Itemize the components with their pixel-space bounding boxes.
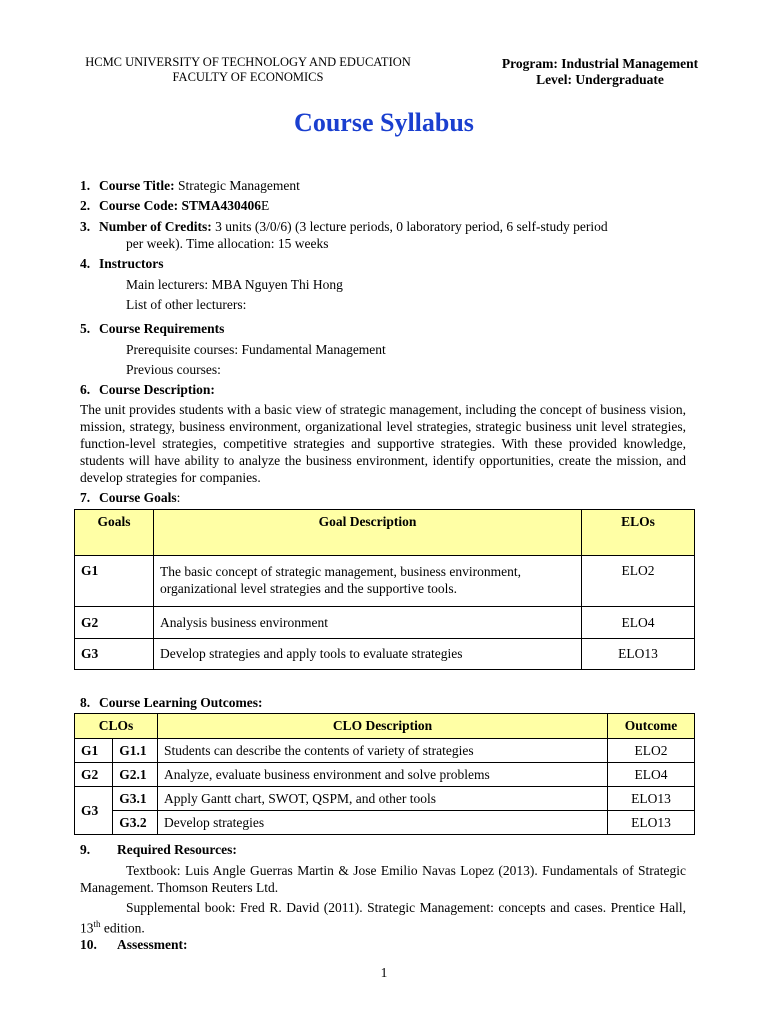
section-label: Course Code: STMA430406 xyxy=(99,198,261,213)
goals-table xyxy=(74,509,695,670)
prerequisite-courses: Prerequisite courses: Fundamental Management xyxy=(126,342,386,357)
main-lecturer: Main lecturers: MBA Nguyen Thi Hong xyxy=(126,277,343,292)
table-row xyxy=(75,639,695,670)
other-lecturers: List of other lecturers: xyxy=(126,297,247,312)
section-credits: 3. Number of Credits: 3 units (3/0/6) (3 lecture periods, 0 laboratory period, 6 self-study period xyxy=(80,219,608,234)
section-label: Course Title: xyxy=(99,178,175,193)
table-row xyxy=(75,811,695,835)
program-header xyxy=(470,56,730,88)
section-value: Strategic Management xyxy=(174,178,300,193)
table-row xyxy=(75,763,695,787)
table-header-row xyxy=(75,510,695,556)
clo-outcome: ELO13 xyxy=(608,811,695,835)
course-description-text: The unit provides students with a basic view of strategic management, including the concept of business vision, mission, strategy, business environment, organizational level strategies, strategic business unit level strategies, function-level strategies, competitive strategies and supportive strategies. With these provided knowledge, students will have ability to analyze the business environment, identify opportunities, create the mission, and develop strategies for companies. xyxy=(80,402,686,485)
university-header xyxy=(48,55,448,85)
section-requirements: 5. Course Requirements xyxy=(80,321,225,336)
page-title: Course Syllabus xyxy=(294,108,474,137)
section-value: E xyxy=(261,198,270,213)
section-resources: 9. Required Resources: xyxy=(80,842,237,857)
section-course-title: 1. Course Title: Strategic Management xyxy=(80,178,300,193)
clo-id: G2.1 xyxy=(113,763,158,787)
section-label: Course Requirements xyxy=(99,321,225,336)
section-value: 3 units (3/0/6) (3 lecture periods, 0 laboratory period, 6 self-study period xyxy=(211,219,608,234)
supplemental-reference: Supplemental book: Fred R. David (2011). Strategic Management: concepts and cases. Prentice Hall, 13th edition. xyxy=(80,900,686,936)
goal-elo: ELO4 xyxy=(582,607,695,639)
clo-description: Develop strategies xyxy=(158,811,608,835)
section-course-code: 2. Course Code: STMA430406E xyxy=(80,198,270,213)
goal-description: The basic concept of strategic management, business environment, organizational level strategies and the supportive tools. xyxy=(154,556,582,607)
clo-description: Students can describe the contents of variety of strategies xyxy=(158,739,608,763)
section-instructors: 4. Instructors xyxy=(80,256,164,271)
goal-description: Analysis business environment xyxy=(154,607,582,639)
table-row xyxy=(75,556,695,607)
section-label: Instructors xyxy=(99,256,164,271)
section-goals: 7. Course Goals: xyxy=(80,490,181,505)
section-label: Course Goals xyxy=(99,490,177,505)
clo-goal: G2 xyxy=(75,763,113,787)
clo-outcome: ELO4 xyxy=(608,763,695,787)
goal-elo: ELO2 xyxy=(582,556,695,607)
clo-description: Apply Gantt chart, SWOT, QSPM, and other tools xyxy=(158,787,608,811)
table-row xyxy=(75,739,695,763)
clo-id: G3.1 xyxy=(113,787,158,811)
goal-elo: ELO13 xyxy=(582,639,695,670)
column-header: CLOs xyxy=(75,714,158,739)
clo-goal: G1 xyxy=(75,739,113,763)
goal-id: G1 xyxy=(75,556,154,607)
page-number: 1 xyxy=(380,965,388,980)
clo-outcome: ELO2 xyxy=(608,739,695,763)
table-header-row xyxy=(75,714,695,739)
clo-goal: G3 xyxy=(75,787,113,835)
section-label: Course Description: xyxy=(99,382,215,397)
university-name: HCMC UNIVERSITY OF TECHNOLOGY AND EDUCATION xyxy=(85,55,411,69)
section-label: Required Resources: xyxy=(117,842,237,857)
clo-id: G3.2 xyxy=(113,811,158,835)
section-label: Number of Credits: xyxy=(99,219,212,234)
credits-continuation: per week). Time allocation: 15 weeks xyxy=(126,236,329,251)
program-name: Program: Industrial Management xyxy=(501,56,699,71)
goal-id: G3 xyxy=(75,639,154,670)
section-label: Assessment: xyxy=(117,937,188,952)
section-assessment: 10. Assessment: xyxy=(80,937,188,952)
clo-id: G1.1 xyxy=(113,739,158,763)
section-description: 6. Course Description: xyxy=(80,382,215,397)
section-learning-outcomes: 8. Course Learning Outcomes: xyxy=(80,695,263,710)
column-header: Goals xyxy=(75,510,154,556)
column-header: Outcome xyxy=(608,714,695,739)
section-label: Course Learning Outcomes: xyxy=(99,695,263,710)
goal-description: Develop strategies and apply tools to evaluate strategies xyxy=(154,639,582,670)
table-row xyxy=(75,787,695,811)
program-level: Level: Undergraduate xyxy=(536,72,664,87)
goal-id: G2 xyxy=(75,607,154,639)
clo-description: Analyze, evaluate business environment and solve problems xyxy=(158,763,608,787)
clo-table xyxy=(74,713,695,835)
faculty-name: FACULTY OF ECONOMICS xyxy=(172,70,324,84)
column-header: Goal Description xyxy=(154,510,582,556)
column-header: CLO Description xyxy=(158,714,608,739)
table-row xyxy=(75,607,695,639)
textbook-reference: Textbook: Luis Angle Guerras Martin & Jose Emilio Navas Lopez (2013). Fundamentals of Strategic Management. Thomson Reuters Ltd. xyxy=(80,863,686,895)
column-header: ELOs xyxy=(582,510,695,556)
previous-courses: Previous courses: xyxy=(126,362,221,377)
clo-outcome: ELO13 xyxy=(608,787,695,811)
